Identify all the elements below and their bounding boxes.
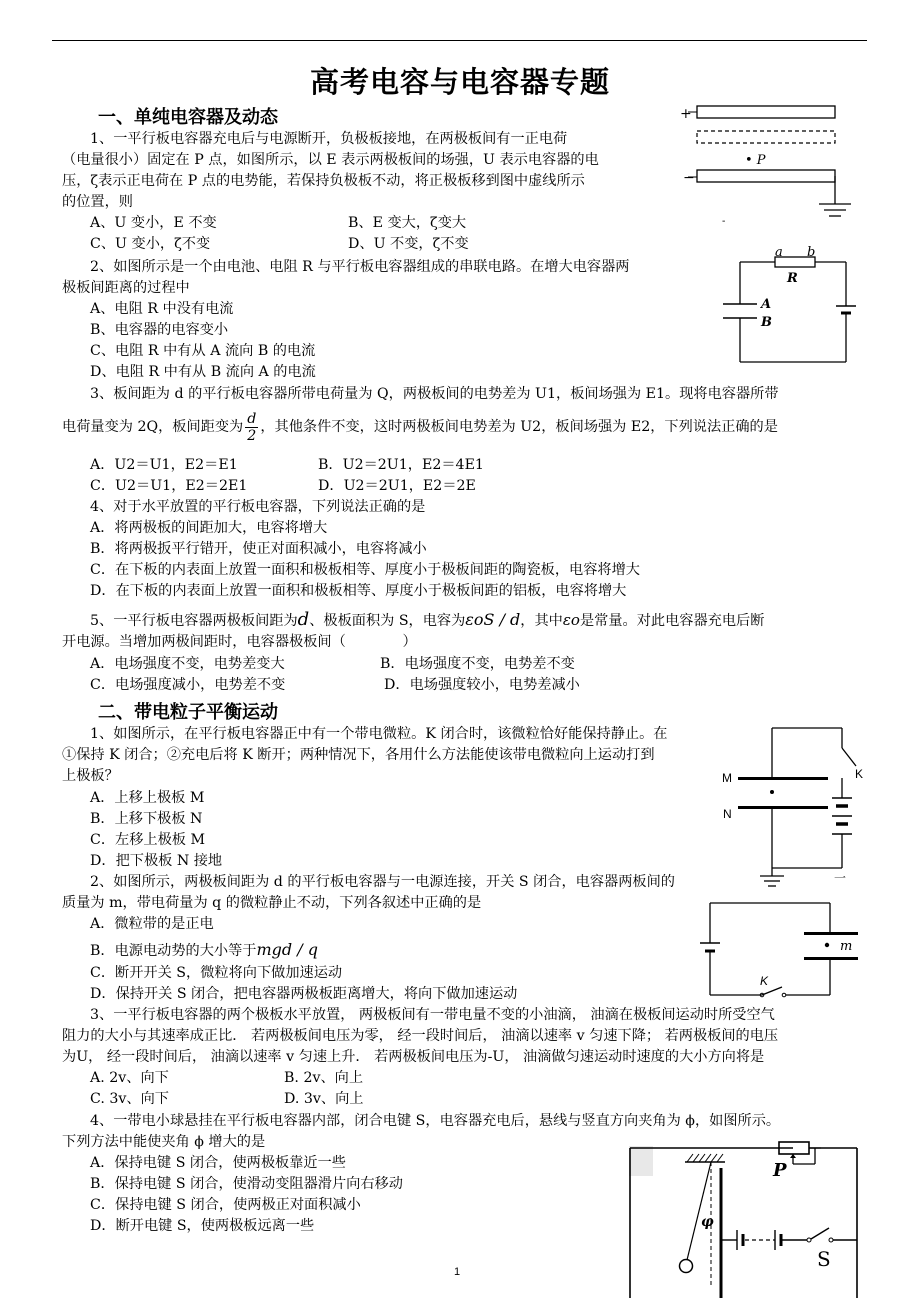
ceiling-hatch	[687, 1154, 723, 1162]
s1-q1-line-1: 1、一平行板电容器充电后与电源断开，负极板接地，在两极板间有一正电荷	[90, 131, 568, 147]
s2-q4-option-c: C．保持电键 S 闭合，使两极正对面积减小	[90, 1197, 361, 1213]
suspension-thread	[687, 1162, 711, 1260]
svg-text:φ: φ	[701, 1214, 714, 1230]
page-title: 高考电容与电容器专题	[309, 65, 610, 99]
svg-text:S: S	[817, 1247, 831, 1271]
fraction-d-over-2: $\frac{d}{2}$	[247, 410, 257, 444]
s1-q4-stem: 4、对于水平放置的平行板电容器，下列说法正确的是	[90, 499, 426, 515]
s2-q2-option-b: B．电源电动势的大小等于mgd / q	[90, 940, 318, 959]
top-rule	[52, 40, 867, 41]
s1-q3-option-b: B．U2＝2U1，E2＝4E1	[318, 457, 484, 473]
s1-q2-line-2: 极板间距离的过程中	[62, 280, 190, 296]
s2-q3-line-1: 3、一平行板电容器的两个极板水平放置， 两极板间有一带电量不变的小油滴， 油滴在极板间运动时所受空气	[90, 1007, 775, 1023]
s2-q1-option-b: B．上移下极板 N	[90, 811, 203, 827]
s2-q2-option-d: D．保持开关 S 闭合，把电容器两极板距离增大，将向下做加速运动	[90, 986, 518, 1002]
s2-q2-circuit-figure	[692, 895, 862, 1005]
fig-plus-label: +	[680, 106, 692, 122]
s1-q5-option-a: A．电场强度不变，电势差变大	[90, 656, 285, 672]
s1-q1-option-a: A、U 变小，E 不变	[90, 215, 217, 231]
s2-q4-option-b: B．保持电键 S 闭合，使滑动变阻器滑片向右移动	[90, 1176, 403, 1192]
s1-q4-option-c: C．在下板的内表面上放置一面积和极板相等、厚度小于极板间距的陶瓷板，电容将增大	[90, 562, 640, 578]
s1-q1-line-3: 压，ζ表示正电荷在 P 点的电势能，若保持负极板不动，将正极板移到图中虚线所示	[62, 173, 585, 189]
fig-minus-label: −	[683, 170, 695, 186]
svg-text:M: M	[722, 771, 732, 785]
s1-q5-line-1: 5、一平行板电容器两极板间距为d、极板面积为 S，电容为εoS / d，其中εo是常量。对此电容器充电后断	[90, 609, 765, 630]
s1-q4-option-a: A．将两极板的间距加大，电容将增大	[90, 520, 328, 536]
s1-q1-capacitor-figure	[675, 100, 865, 230]
s1-q2-option-c: C、电阻 R 中有从 A 流向 B 的电流	[90, 343, 316, 359]
upper-plate	[804, 932, 858, 935]
s2-q1-option-d: D．把下极板 N 接地	[90, 853, 223, 869]
svg-text:a: a	[775, 245, 783, 260]
svg-text:N: N	[723, 807, 732, 821]
s2-q1-option-a: A．上移上极板 M	[90, 790, 205, 806]
svg-text:K: K	[760, 974, 769, 988]
svg-text:B: B	[761, 315, 772, 330]
svg-text:R: R	[787, 271, 798, 286]
s1-q1-line-4: 的位置，则	[62, 194, 133, 210]
s1-q1-option-d: D、U 不变，ζ不变	[348, 236, 469, 252]
capacitance-formula: εoS / d	[465, 610, 521, 629]
s2-q1-line-1: 1、如图所示，在平行板电容器正中有一个带电微粒。K 闭合时，该微粒恰好能保持静止。在	[90, 726, 668, 742]
s2-q3-line-2: 阻力的大小与其速率成正比． 若两极板间电压为零， 经一段时间后， 油滴以速率 v 匀速下降； 若两极板间的电压	[62, 1028, 779, 1044]
s1-q2-option-d: D、电阻 R 中有从 B 流向 A 的电流	[90, 364, 316, 380]
fig-point-p: • P	[745, 153, 766, 168]
s2-q3-option-d: D. 3v、向上	[284, 1091, 364, 1107]
s1-q1-option-b: B、E 变大，ζ变大	[348, 215, 467, 231]
s1-q3-option-a: A．U2＝U1，E2＝E1	[90, 457, 238, 473]
page-number: 1	[454, 1266, 461, 1278]
s2-q2-line-2: 质量为 m，带电荷量为 q 的微粒静止不动，下列各叙述中正确的是	[62, 895, 482, 911]
s2-q1-line-2: ①保持 K 闭合；②充电后将 K 断开；两种情况下，各用什么方法能使该带电微粒向上运动打到	[62, 747, 655, 763]
plate-n	[738, 806, 828, 809]
s1-q3-line-2: 电荷量变为 2Q，板间距变为 $\frac{d}{2}$ ，其他条件不变，这时两极板间电势差为 U2，板间场强为 E2，下列说法正确的是	[62, 410, 778, 444]
s2-q2-line-1: 2、如图所示，两极板间距为 d 的平行板电容器与一电源连接，开关 S 闭合，电容器两板间的	[90, 874, 675, 890]
s2-q1-option-c: C．左移上极板 M	[90, 832, 206, 848]
s1-q5-option-d: D．电场强度较小，电势差减小	[384, 677, 580, 693]
s2-q4-option-a: A．保持电键 S 闭合，使两极板靠近一些	[90, 1155, 346, 1171]
positive-plate	[697, 106, 835, 118]
svg-text:-: -	[722, 216, 726, 227]
s2-q3-line-3: 为U， 经一段时间后， 油滴以速率 v 匀速上升． 若两极板间电压为-U， 油滴做匀速运动时速度的大小方向将是	[62, 1049, 765, 1065]
s1-q2-option-a: A、电阻 R 中没有电流	[90, 301, 234, 317]
s2-q3-option-c: C. 3v、向下	[90, 1091, 169, 1107]
s2-q4-option-d: D．断开电键 S，使两极板远离一些	[90, 1218, 315, 1234]
s1-q5-option-c: C．电场强度减小，电势差不变	[90, 677, 286, 693]
svg-text:K: K	[855, 767, 864, 781]
s2-q3-option-b: B. 2v、向上	[284, 1070, 364, 1086]
s1-q2-circuit-figure	[715, 240, 865, 368]
s1-q5-line-2: 开电源。当增加两极间距时，电容器极板间（ ）	[62, 634, 417, 650]
svg-text:P: P	[773, 1160, 787, 1181]
s2-q2-option-a: A．微粒带的是正电	[90, 916, 214, 932]
svg-text:b: b	[807, 245, 816, 260]
s1-q3-line-1: 3、板间距为 d 的平行板电容器所带电荷量为 Q，两极板间的电势差为 U1，板间场强为 E1。现将电容器所带	[90, 386, 779, 402]
svg-text:一: 一	[834, 871, 847, 885]
s1-q1-line-2: （电量很小）固定在 P 点，如图所示，以 E 表示两极板间的场强，U 表示电容器的电	[62, 152, 599, 168]
s2-q4-line-2: 下列方法中能使夹角 ϕ 增大的是	[62, 1134, 266, 1150]
lower-plate	[804, 957, 858, 960]
s2-q2-option-c: C．断开开关 S，微粒将向下做加速运动	[90, 965, 343, 981]
s1-q2-option-b: B、电容器的电容变小	[90, 322, 229, 338]
s1-q2-line-1: 2、如图所示是一个由电池、电阻 R 与平行板电容器组成的串联电路。在增大电容器两	[90, 259, 630, 275]
negative-plate	[697, 170, 835, 182]
charged-particle	[825, 943, 829, 947]
s1-q3-option-d: D．U2＝2U1，E2＝2E	[318, 478, 476, 494]
s1-q3-option-c: C．U2＝U1，E2＝2E1	[90, 478, 248, 494]
switch-k	[842, 748, 856, 766]
switch-k	[762, 987, 782, 995]
s1-q1-option-c: C、U 变小，ζ不变	[90, 236, 211, 252]
s2-q4-line-1: 4、一带电小球悬挂在平行板电容器内部，闭合电键 S，电容器充电后，悬线与竖直方向夹角为 ϕ，如图所示。	[90, 1113, 781, 1129]
s2-q4-pendulum-circuit-figure	[625, 1140, 865, 1300]
s1-q4-option-b: B．将两极扳平行错开，使正对面积减小，电容将减小	[90, 541, 427, 557]
emf-formula: mgd / q	[256, 940, 318, 959]
svg-text:A: A	[761, 297, 772, 312]
plate-m	[738, 777, 828, 780]
dashed-plate-position	[697, 131, 835, 143]
s2-q1-line-3: 上极板？	[62, 768, 119, 784]
charged-ball	[680, 1260, 693, 1273]
section-heading-1: 一、单纯电容器及动态	[98, 107, 278, 128]
s2-q1-circuit-figure	[718, 720, 868, 892]
s1-q5-option-b: B．电场强度不变，电势差不变	[380, 656, 575, 672]
svg-text:m: m	[840, 939, 853, 954]
s2-q3-option-a: A. 2v、向下	[90, 1070, 169, 1086]
charged-particle	[770, 790, 774, 794]
switch-s	[811, 1228, 829, 1239]
s1-q4-option-d: D．在下板的内表面上放置一面积和极板相等、厚度小于极板间距的铝板，电容将增大	[90, 583, 627, 599]
section-heading-2: 二、带电粒子平衡运动	[98, 702, 278, 723]
